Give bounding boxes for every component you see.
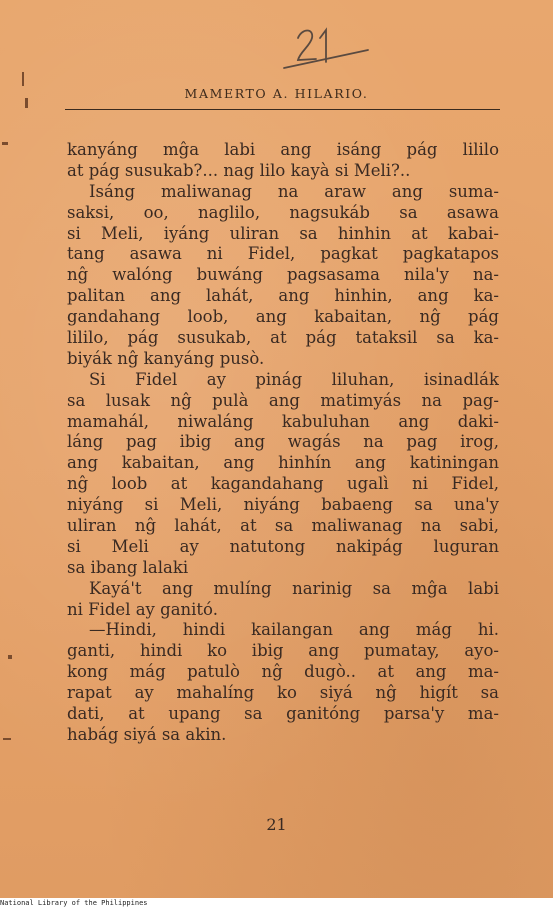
margin-stain [2,142,8,145]
text-line: láng pag ibig ang wagás na pag irog, [67,432,499,452]
text-line: kong mág patulò nĝ dugò.. at ang ma- [67,662,499,682]
body-text [67,140,499,746]
text-line: dati, at upang sa ganitóng parsa'y ma- [67,704,499,724]
text-line: nĝ walóng buwáng pagsasama nila'y na- [67,265,499,285]
text-line: ganti, hindi ko ibig ang pumatay, ayo- [67,641,499,661]
text-line: ang kabaitan, ang hinhín ang katiningan [67,453,499,473]
text-line: at pág susukab?... nag lilo kayà si Meli?.. [67,160,411,180]
text-line: palitan ang lahát, ang hinhin, ang ka- [67,286,499,306]
text-line: si Meli, iyáng uliran sa hinhin at kabai- [67,223,499,243]
text-line: —Hindi, hindi kailangan ang mág hi. [89,620,499,640]
text-line: sa ibang lalaki [67,557,189,577]
text-line: ni Fidel ay ganitó. [67,599,218,619]
text-line: sa lusak nĝ pulà ang matimyás na pag- [67,390,499,410]
running-header: MAMERTO A. HILARIO. [184,86,369,101]
text-line: habág siyá sa akin. [67,724,227,744]
text-line: Isáng maliwanag na araw ang suma- [89,181,499,201]
margin-stain [8,655,12,659]
text-line: Si Fidel ay pinág liluhan, isinadlák [89,369,499,389]
page-number: 21 [266,815,287,834]
text-line: gandahang loob, ang kabaitan, nĝ pág [67,307,499,327]
text-line: si Meli ay natutong nakipág luguran [67,536,499,556]
text-line: kanyáng mĝa labi ang isáng pág lililo [67,140,499,159]
text-line: saksi, oo, naglilo, nagsukáb sa asawa [67,202,499,222]
handwritten-page-annotation [276,18,376,78]
header-rule [65,109,500,110]
margin-stain [22,72,24,86]
text-line: uliran nĝ lahát, at sa maliwanag na sabi, [67,516,499,536]
text-line: Kayá't ang mulíng narinig sa mĝa labi [89,578,499,598]
library-credit: National Library of the Philippines [0,899,148,907]
text-line: lililo, pág susukab, at pág tataksil sa ka- [67,328,499,348]
text-line: niyáng si Meli, niyáng babaeng sa una'y [67,495,499,515]
text-line: nĝ loob at kagandahang ugalì ni Fidel, [67,474,499,494]
margin-stain [25,98,28,108]
text-line: mamahál, niwaláng kabuluhan ang daki- [67,411,499,431]
margin-stain [3,738,11,740]
text-line: rapat ay mahalíng ko siyá nĝ higít sa [67,683,499,703]
text-line: biyák nĝ kanyáng pusò. [67,348,265,368]
text-line: tang asawa ni Fidel, pagkat pagkatapos [67,244,499,264]
